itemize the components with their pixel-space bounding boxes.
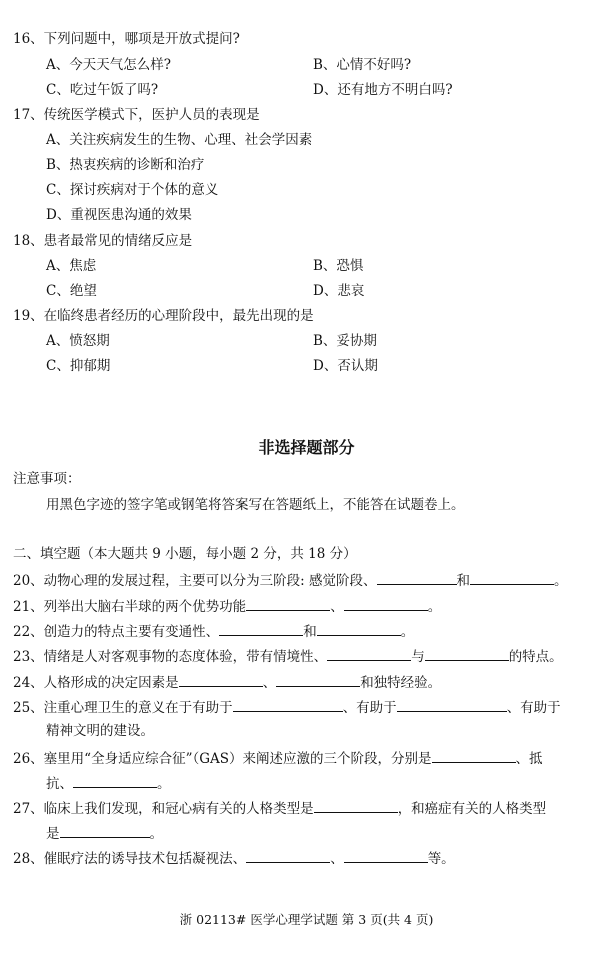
question-26-resist: 抗、 [46,776,73,792]
question-23-end: 的特点。 [508,649,563,665]
answer-blank [425,647,509,661]
question-26-text: 26、塞里用“全身适应综合征”（GAS）来阐述应激的三个阶段，分别是 [13,751,432,767]
question-17-option-b: B、热衷疾病的诊断和治疗 [46,157,205,173]
question-21 [13,597,441,615]
question-26-tail: 、抵 [515,751,543,767]
answer-blank [470,571,554,585]
question-26-continued [46,774,171,792]
answer-blank [344,597,428,611]
question-16-option-a: A、今天天气怎么样? [46,57,171,73]
answer-blank [246,849,330,863]
question-28 [13,849,455,867]
answer-blank [317,622,401,636]
question-21-sep: 、 [330,599,344,615]
question-27-end: 。 [149,826,163,842]
question-18-stem: 18、患者最常见的情绪反应是 [13,233,193,249]
question-22-and: 和 [303,624,317,640]
question-22 [13,622,414,640]
question-16-option-b: B、心情不好吗? [313,57,412,73]
answer-blank [233,698,343,712]
question-19-option-a: A、愤怒期 [46,333,110,349]
question-19-stem: 19、在临终患者经历的心理阶段中，最先出现的是 [13,308,314,324]
question-24 [13,673,441,691]
question-24-end: 和独特经验。 [360,675,442,691]
question-23 [13,647,563,665]
question-16-option-c: C、吃过午饭了吗? [46,82,159,98]
page-footer: 浙 02113# 医学心理学试题 第 3 页(共 4 页) [179,912,434,927]
question-20-end: 。 [554,573,568,589]
question-16-stem: 16、下列问题中，哪项是开放式提问? [13,31,240,47]
question-17-option-c: C、探讨疾病对于个体的意义 [46,182,219,198]
answer-blank [219,622,303,636]
notice-text: 用黑色字迹的签字笔或钢笔将答案写在答题纸上，不能答在试题卷上。 [46,497,465,513]
answer-blank [276,673,360,687]
question-22-end: 。 [400,624,415,640]
fill-section-header: 二、填空题（本大题共 9 小题，每小题 2 分，共 18 分） [13,546,357,562]
question-23-and: 与 [411,649,425,665]
question-19-option-d: D、否认期 [313,358,378,374]
question-17-option-d: D、重视医患沟通的效果 [46,207,192,223]
question-27 [13,799,546,817]
answer-blank [377,571,457,585]
question-26-end: 。 [157,776,171,792]
answer-blank [179,673,263,687]
question-17-option-a: A、关注疾病发生的生物、心理、社会学因素 [46,132,313,148]
question-16-option-d: D、还有地方不明白吗? [313,82,453,98]
question-20 [13,571,568,589]
answer-blank [246,597,330,611]
question-27-text: 27、临床上我们发现，和冠心病有关的人格类型是 [13,801,314,817]
question-21-text: 21、列举出大脑右半球的两个优势功能 [13,599,247,615]
question-26 [13,749,543,767]
question-24-sep: 、 [262,675,277,691]
answer-blank [314,799,398,813]
question-25-continued: 精神文明的建设。 [46,723,154,739]
question-22-text: 22、创造力的特点主要有变通性、 [13,624,220,640]
question-25-tail: 、有助于 [506,700,561,716]
question-21-end: 。 [427,599,442,615]
question-27-tail: ，和癌症有关的人格类型 [397,801,547,817]
section-title: 非选择题部分 [258,438,355,457]
answer-blank [432,749,516,763]
question-28-sep: 、 [330,851,344,867]
question-25-text: 25、注重心理卫生的意义在于有助于 [13,700,233,716]
question-24-text: 24、人格形成的决定因素是 [13,675,179,691]
answer-blank [60,824,150,838]
question-27-is: 是 [46,826,60,842]
question-20-text: 20、动物心理的发展过程，主要可以分为三阶段: 感觉阶段、 [13,573,377,589]
question-20-and: 和 [456,573,471,589]
question-23-text: 23、情绪是人对客观事物的态度体验，带有情境性、 [13,649,328,665]
question-18-option-a: A、焦虑 [46,258,97,274]
question-19-option-b: B、妥协期 [313,333,377,349]
question-28-end: 等。 [427,851,455,867]
answer-blank [344,849,428,863]
notice-label: 注意事项： [13,471,81,487]
question-18-option-c: C、绝望 [46,283,97,299]
answer-blank [397,698,507,712]
question-28-text: 28、催眠疗法的诱导技术包括凝视法、 [13,851,247,867]
question-19-option-c: C、抑郁期 [46,358,111,374]
question-18-option-b: B、恐惧 [313,258,364,274]
answer-blank [73,774,157,788]
answer-blank [327,647,411,661]
question-27-continued [46,824,163,842]
question-25-mid: 、有助于 [342,700,397,716]
question-18-option-d: D、悲哀 [313,283,365,299]
question-17-stem: 17、传统医学模式下，医护人员的表现是 [13,107,260,123]
question-25 [13,698,561,716]
